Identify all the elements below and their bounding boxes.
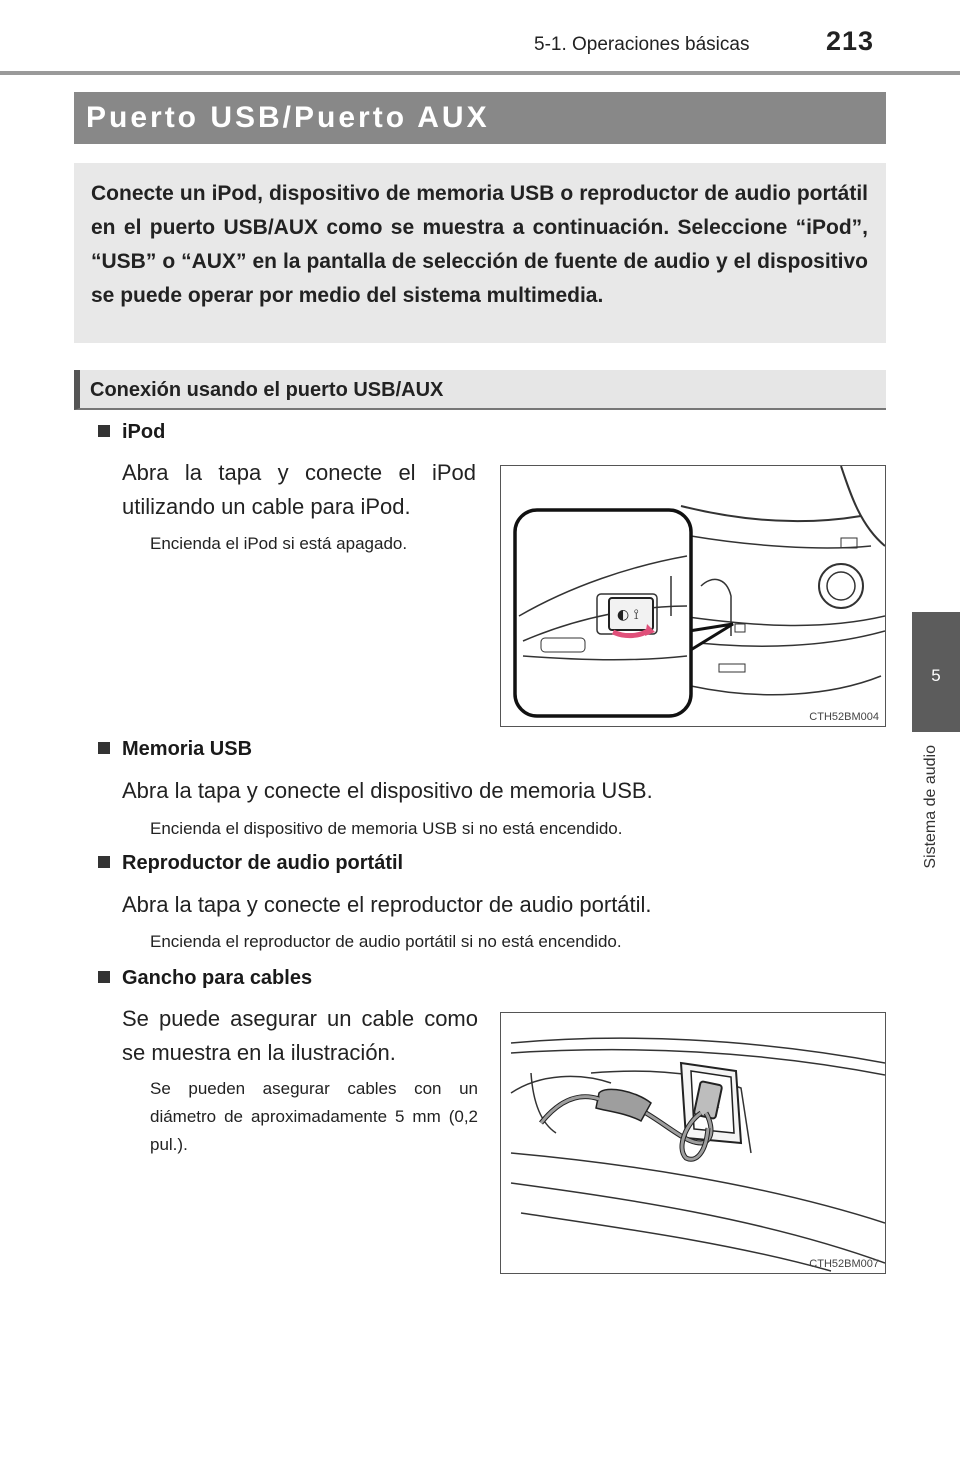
page-number: 213 [826, 26, 875, 56]
item-note-player: Encienda el reproductor de audio portátil si no está encendido. [150, 932, 622, 951]
item-heading-hook [98, 967, 312, 990]
bullet-square-icon [98, 971, 110, 983]
item-note-hook: Se pueden asegurar cables con un diámetro de aproximadamente 5 mm (0,2 pul.). [150, 1079, 478, 1154]
item-text-ipod: Abra la tapa y conecte el iPod utilizando un cable para iPod. [122, 460, 476, 519]
svg-text:◐ ⟟: ◐ ⟟ [617, 607, 639, 623]
page-title-bar [74, 92, 886, 144]
item-heading-text: Gancho para cables [122, 967, 313, 989]
intro-box [74, 163, 886, 343]
item-heading-usb [98, 738, 252, 761]
intro-text: Conecte un iPod, dispositivo de memoria USB o reproductor de audio portátil en el puerto USB/AUX como se muestra a continuación. Seleccione “iPod”, “USB” o “AUX” en la pantalla de selección de fuente de audio y el dispositivo se puede operar por medio del sistema multimedia. [91, 182, 868, 307]
item-heading-ipod [98, 421, 165, 444]
chapter-tab [912, 612, 960, 732]
item-note-usb: Encienda el dispositivo de memoria USB si no está encendido. [150, 819, 623, 838]
chapter-label [922, 745, 946, 915]
chapter-name: Sistema de audio [922, 745, 939, 869]
section-title: 5-1. Operaciones básicas [534, 34, 750, 55]
figure-cable-hook [500, 1012, 886, 1274]
bullet-square-icon [98, 425, 110, 437]
cable-hook-illustration-icon [501, 1013, 885, 1273]
chapter-number: 5 [931, 666, 941, 685]
item-heading-text: Reproductor de audio portátil [122, 852, 404, 874]
bullet-square-icon [98, 742, 110, 754]
item-note-ipod: Encienda el iPod si está apagado. [150, 534, 408, 553]
item-heading-text: iPod [122, 421, 166, 443]
subsection-title: Conexión usando el puerto USB/AUX [90, 379, 444, 401]
item-heading-player [98, 852, 403, 875]
figure-code: CTH52BM007 [809, 1258, 879, 1270]
figure-code: CTH52BM004 [809, 711, 879, 723]
item-text-usb: Abra la tapa y conecte el dispositivo de memoria USB. [122, 778, 653, 803]
usb-port-illustration-icon [501, 466, 885, 726]
header-rule [0, 71, 960, 75]
item-text-player: Abra la tapa y conecte el reproductor de audio portátil. [122, 892, 652, 917]
item-heading-text: Memoria USB [122, 738, 253, 760]
subsection-bar [74, 370, 886, 410]
bullet-square-icon [98, 856, 110, 868]
page-title: Puerto USB/Puerto AUX [86, 101, 490, 134]
item-text-hook: Se puede asegurar un cable como se muestra en la ilustración. [122, 1006, 478, 1065]
figure-usb-port [500, 465, 886, 727]
